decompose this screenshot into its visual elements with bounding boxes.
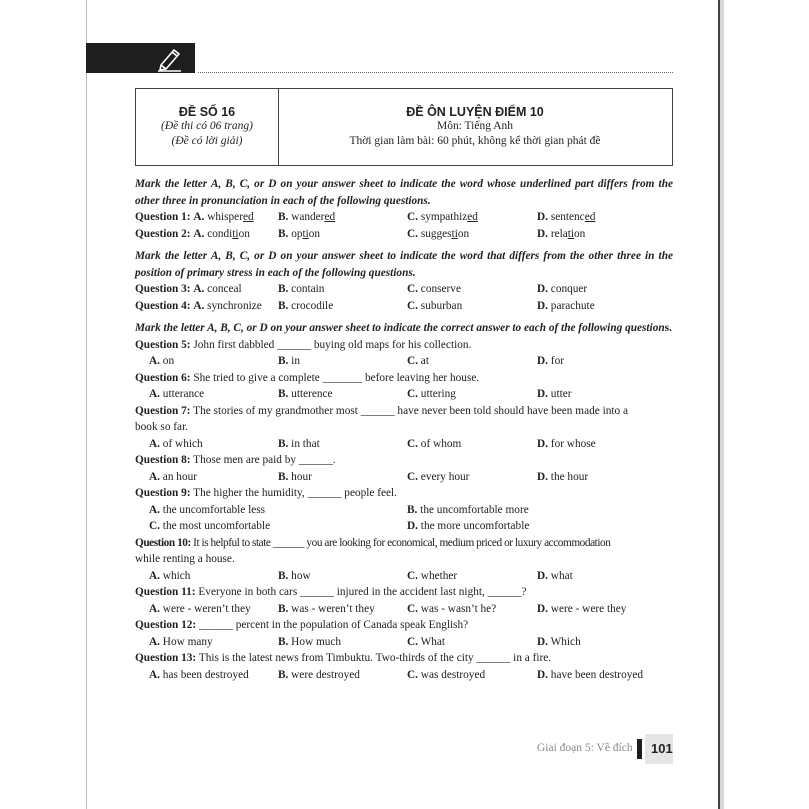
question-label: Question 2:: [135, 227, 191, 240]
question-8-stem: Question 8: Those men are paid by ______.: [135, 454, 336, 466]
section2-instruction: Mark the letter A, B, C, or D on your answer sheet to indicate the word that differs from the other three in the position of primary stress in each of the following questions.: [135, 250, 673, 279]
exam-subject: Môn: Tiếng Anh: [436, 120, 514, 132]
exam-header-box: [135, 88, 673, 166]
question-11-stem: Question 11: Everyone in both cars ______ injured in the accident last night, ______?: [135, 586, 527, 598]
question-13-options: A. has been destroyed B. were destroyed C. was destroyed D. have been destroyed: [149, 668, 644, 681]
exam-number: ĐỀ SỐ 16: [178, 105, 236, 119]
question-7-options: A. of which B. in that C. of whom D. for whose: [149, 437, 596, 450]
question-12-stem: Question 12: ______ percent in the population of Canada speak English?: [135, 619, 469, 631]
question-10-stem: Question 10: It is helpful to state ______ you are looking for economical, medium priced or luxury accommodation: [135, 536, 611, 549]
question-9-stem: Question 9: The higher the humidity, ______ people feel.: [135, 487, 397, 499]
question-11-options: A. were - weren’t they B. was - weren’t they C. was - wasn’t he? D. were - were they: [149, 602, 627, 615]
question-4: Question 4: A. synchronize B. crocodile C. suburban D. parachute: [135, 299, 595, 312]
section3-instruction: Mark the letter A, B, C, or D on your answer sheet to indicate the correct answer to each of the following questions.: [135, 322, 672, 334]
question-5-stem: Question 5: John first dabbled ______ buying old maps for his collection.: [135, 338, 472, 351]
exam-time: Thời gian làm bài: 60 phút, không kể thời gian phát đề: [349, 135, 601, 147]
section1-instruction: Mark the letter A, B, C, or D on your answer sheet to indicate the word whose underlined part differs from the other three in pronunciation in each of the following questions.: [135, 178, 673, 207]
exam-info-cell: [278, 89, 672, 165]
question-9-options-ab: A. the uncomfortable less B. the uncomfortable more: [149, 503, 529, 516]
question-8-options: A. an hour B. hour C. every hour D. the hour: [149, 470, 589, 483]
question-label: Question 1:: [135, 211, 191, 223]
page-right-shadow: [720, 0, 724, 809]
question-13-stem: Question 13: This is the latest news from Timbuktu. Two-thirds of the city ______ in a fire.: [135, 652, 552, 664]
question-6-options: A. utterance B. utterence C. uttering D. utter: [149, 388, 572, 400]
header-dotted-line: [198, 72, 673, 73]
question-7-stem: Question 7: The stories of my grandmother most ______ have never been told should have been made into a: [135, 404, 628, 417]
exam-solution-note: (Đề có lời giải): [171, 135, 243, 147]
question-12-options: A. How many B. How much C. What D. Which: [149, 635, 581, 648]
question-6-stem: Question 6: She tried to give a complete _______ before leaving her house.: [135, 371, 480, 384]
question-3: Question 3: A. conceal B. contain C. conserve D. conquer: [135, 283, 588, 295]
footer-divider: [637, 739, 642, 759]
question-7-stem-cont: book so far.: [135, 421, 189, 433]
exam-pages-note: (Đề thi có 06 trang): [161, 120, 253, 132]
question-5-options: A. on B. in C. at D. for: [149, 355, 564, 367]
pencil-icon: [155, 46, 183, 72]
question-2: Question 2: A. condition B. option C. suggestion D. relation: [135, 227, 586, 240]
question-9-options-cd: C. the most uncomfortable D. the more uncomfortable: [149, 520, 530, 532]
exam-id-cell: [136, 89, 279, 165]
exam-content: [135, 176, 673, 683]
page-left-edge: [86, 0, 87, 809]
page-number: 101: [651, 741, 673, 756]
question-10-stem-cont: while renting a house.: [135, 553, 235, 565]
exam-title: ĐỀ ÔN LUYỆN ĐIỂM 10: [406, 105, 544, 119]
question-1: Question 1: A. whispered B. wandered C. sympathized D. sentenced: [135, 211, 596, 223]
question-10-options: A. which B. how C. whether D. what: [149, 569, 573, 582]
footer-section-text: Giai đoạn 5: Về đích: [537, 742, 633, 754]
